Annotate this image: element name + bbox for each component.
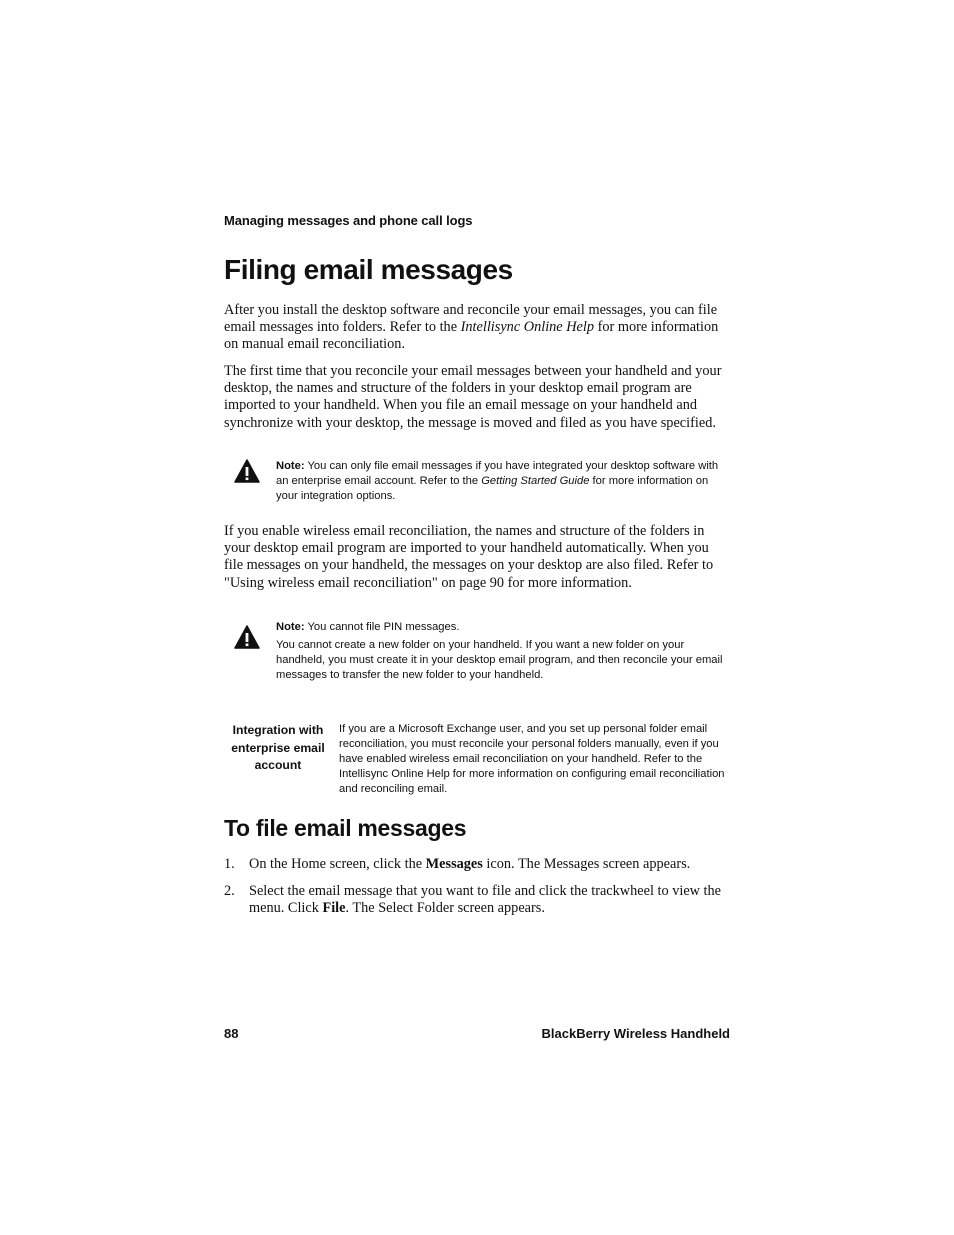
step-2: 2. Select the email message that you want to file and click the trackwheel to view the menu. Click File. The Select Folder screen appears.	[224, 883, 722, 917]
reconcile-paragraph: The first time that you reconcile your email messages between your handheld and your desktop, the names and structure of the folders in your desktop email program are imported to your handheld. When you file an email message on your handheld and synchronize with your desktop, the message is moved and filed as you have specified.	[224, 363, 722, 431]
running-head: Managing messages and phone call logs	[224, 213, 473, 228]
note-label: Note:	[276, 460, 305, 472]
intro-paragraph: After you install the desktop software and reconcile your email messages, you can file email messages into folders. Refer to the Intellisync Online Help for more information on manual email reconciliation.	[224, 302, 719, 353]
note-label: Note:	[276, 621, 305, 633]
page-number: 88	[224, 1026, 239, 1041]
note-text: Note: You can only file email messages if you have integrated your desktop software with an enterprise email account. Refer to the Getting Started Guide for more information on your integration options.	[276, 460, 719, 502]
step-number: 1.	[224, 856, 235, 872]
sidebar-body: If you are a Microsoft Exchange user, and you set up personal folder email reconciliation, you must reconcile your personal folders manually, even if you have enabled wireless email reconciliation on your handheld. Refer to the Intellisync Online Help for more information on configuring email reconciliation and reconciling email.	[339, 723, 725, 795]
warning-icon	[234, 459, 260, 483]
help-reference: Intellisync Online Help	[460, 319, 595, 336]
sidebar-heading: Integration with enterprise email account	[231, 723, 325, 772]
file-term: File	[322, 900, 346, 917]
step-number: 2.	[224, 883, 235, 900]
wireless-paragraph: If you enable wireless email reconciliation, the names and structure of the folders in your desktop email program are imported to your handheld automatically. When you file messages on your handheld, the messages on your desktop are also filed. Refer to "Using wireless email reconciliation" on page 90 for more information.	[224, 523, 714, 591]
procedure-title: To file email messages	[224, 815, 467, 841]
folder-note: You cannot create a new folder on your handheld. If you want a new folder on your handheld, you must create it in your desktop email program, and then reconcile your email messages to transfer the new folder to your handheld.	[276, 639, 723, 681]
messages-term: Messages	[425, 856, 483, 872]
book-title: BlackBerry Wireless Handheld	[541, 1026, 730, 1041]
warning-icon	[234, 625, 260, 649]
procedure-steps	[224, 856, 730, 928]
section-title: Filing email messages	[224, 254, 513, 285]
step-1: 1. On the Home screen, click the Messages icon. The Messages screen appears.	[224, 856, 691, 872]
guide-reference: Getting Started Guide	[481, 475, 590, 487]
note-text: Note: You cannot file PIN messages. You cannot create a new folder on your handheld. If you want a new folder on your handheld, you must create it in your desktop email program, and then reconcile your email messages to transfer the new folder to your handheld.	[276, 620, 730, 683]
